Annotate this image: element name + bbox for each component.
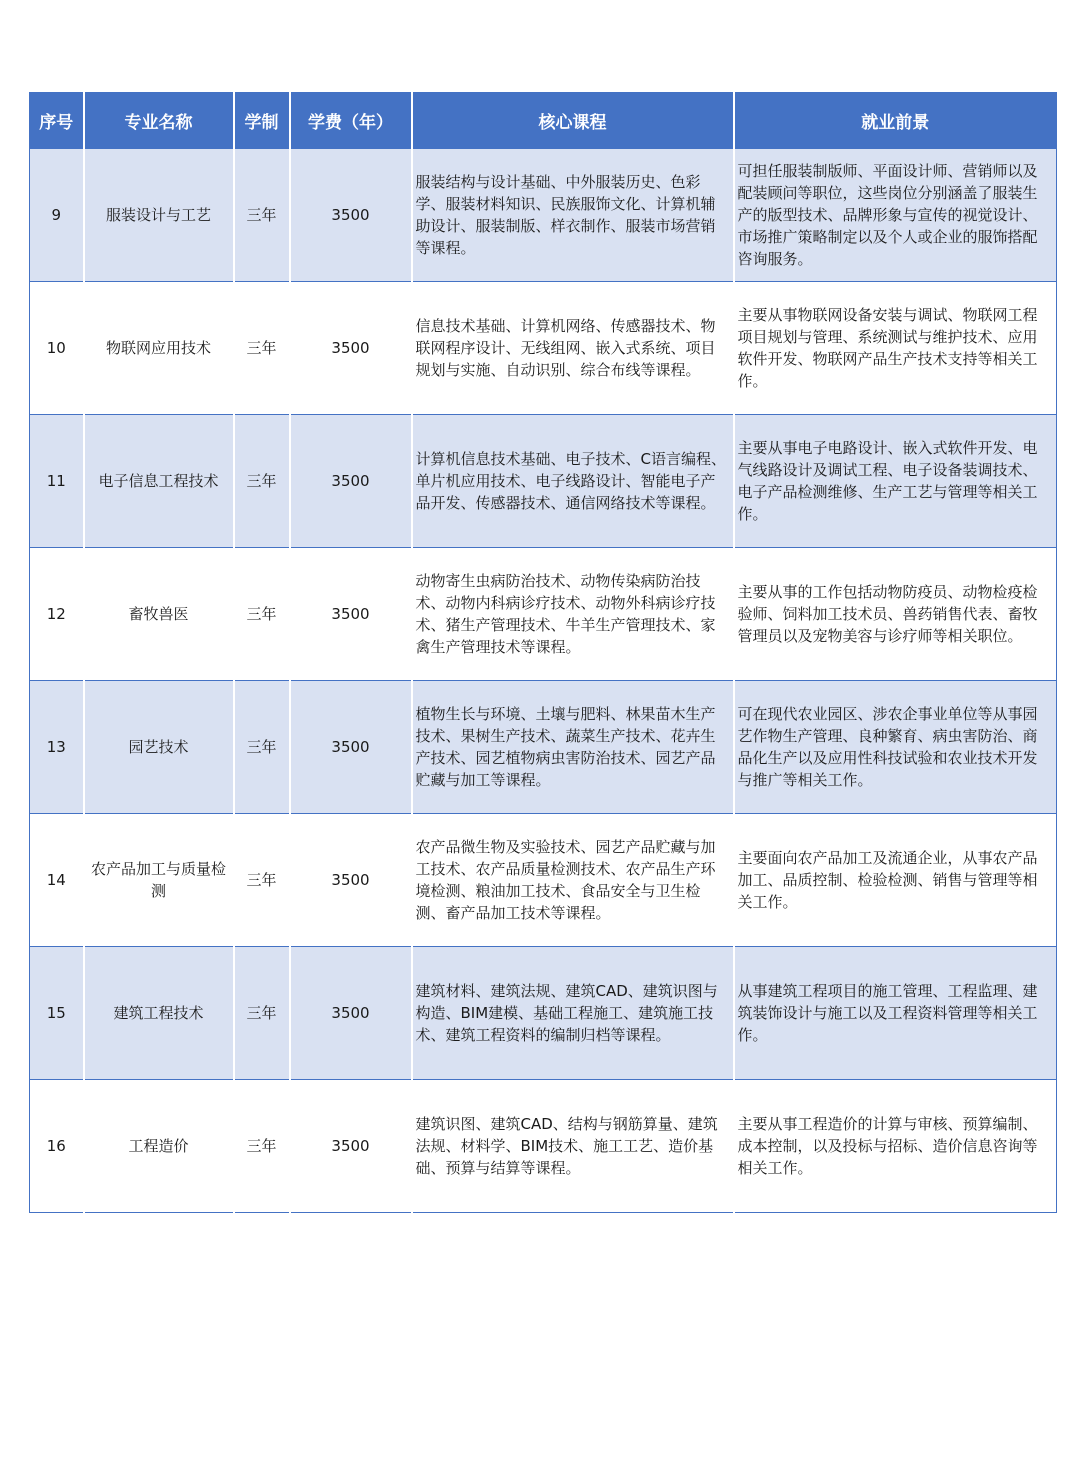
cell-major: 畜牧兽医	[84, 548, 234, 681]
cell-career: 主要从事的工作包括动物防疫员、动物检疫检验师、饲料加工技术员、兽药销售代表、畜牧管理员以及宠物美容与诊疗师等相关职位。	[734, 548, 1057, 681]
cell-fee: 3500	[290, 415, 412, 548]
cell-fee: 3500	[290, 282, 412, 415]
cell-major: 电子信息工程技术	[84, 415, 234, 548]
cell-no: 15	[30, 947, 84, 1080]
cell-major: 工程造价	[84, 1080, 234, 1213]
table-row	[30, 282, 1057, 415]
majors-table	[29, 92, 1057, 1213]
cell-career: 主要面向农产品加工及流通企业，从事农产品加工、品质控制、检验检测、销售与管理等相关工作。	[734, 814, 1057, 947]
header-length: 学制	[234, 93, 290, 149]
cell-no: 14	[30, 814, 84, 947]
cell-courses: 建筑识图、建筑CAD、结构与钢筋算量、建筑法规、材料学、BIM技术、施工工艺、造价基础、预算与结算等课程。	[412, 1080, 734, 1213]
table-header	[30, 93, 1057, 149]
cell-length: 三年	[234, 1080, 290, 1213]
cell-fee: 3500	[290, 814, 412, 947]
table-row	[30, 947, 1057, 1080]
cell-length: 三年	[234, 814, 290, 947]
cell-length: 三年	[234, 282, 290, 415]
table-row	[30, 415, 1057, 548]
cell-career: 主要从事物联网设备安装与调试、物联网工程项目规划与管理、系统测试与维护技术、应用软件开发、物联网产品生产技术支持等相关工作。	[734, 282, 1057, 415]
cell-no: 13	[30, 681, 84, 814]
majors-table-container	[29, 92, 1056, 1213]
cell-courses: 计算机信息技术基础、电子技术、C语言编程、单片机应用技术、电子线路设计、智能电子产品开发、传感器技术、通信网络技术等课程。	[412, 415, 734, 548]
table-row	[30, 681, 1057, 814]
cell-length: 三年	[234, 415, 290, 548]
cell-major: 建筑工程技术	[84, 947, 234, 1080]
cell-no: 16	[30, 1080, 84, 1213]
cell-courses: 服装结构与设计基础、中外服装历史、色彩学、服装材料知识、民族服饰文化、计算机辅助设计、服装制版、样衣制作、服装市场营销等课程。	[412, 149, 734, 282]
cell-major: 园艺技术	[84, 681, 234, 814]
header-major: 专业名称	[84, 93, 234, 149]
table-row	[30, 149, 1057, 282]
cell-career: 可担任服装制版师、平面设计师、营销师以及配装顾问等职位，这些岗位分别涵盖了服装生产的版型技术、品牌形象与宣传的视觉设计、市场推广策略制定以及个人或企业的服饰搭配咨询服务。	[734, 149, 1057, 282]
cell-length: 三年	[234, 947, 290, 1080]
cell-career: 主要从事工程造价的计算与审核、预算编制、成本控制，以及投标与招标、造价信息咨询等相关工作。	[734, 1080, 1057, 1213]
cell-no: 9	[30, 149, 84, 282]
cell-fee: 3500	[290, 149, 412, 282]
cell-career: 主要从事电子电路设计、嵌入式软件开发、电气线路设计及调试工程、电子设备装调技术、电子产品检测维修、生产工艺与管理等相关工作。	[734, 415, 1057, 548]
cell-no: 11	[30, 415, 84, 548]
cell-no: 10	[30, 282, 84, 415]
cell-career: 可在现代农业园区、涉农企事业单位等从事园艺作物生产管理、良种繁育、病虫害防治、商品化生产以及应用性科技试验和农业技术开发与推广等相关工作。	[734, 681, 1057, 814]
cell-courses: 农产品微生物及实验技术、园艺产品贮藏与加工技术、农产品质量检测技术、农产品生产环境检测、粮油加工技术、食品安全与卫生检测、畜产品加工技术等课程。	[412, 814, 734, 947]
header-no: 序号	[30, 93, 84, 149]
cell-courses: 信息技术基础、计算机网络、传感器技术、物联网程序设计、无线组网、嵌入式系统、项目规划与实施、自动识别、综合布线等课程。	[412, 282, 734, 415]
cell-courses: 建筑材料、建筑法规、建筑CAD、建筑识图与构造、BIM建模、基础工程施工、建筑施工技术、建筑工程资料的编制归档等课程。	[412, 947, 734, 1080]
header-career: 就业前景	[734, 93, 1057, 149]
cell-no: 12	[30, 548, 84, 681]
cell-length: 三年	[234, 548, 290, 681]
cell-fee: 3500	[290, 947, 412, 1080]
cell-length: 三年	[234, 149, 290, 282]
cell-courses: 动物寄生虫病防治技术、动物传染病防治技术、动物内科病诊疗技术、动物外科病诊疗技术、猪生产管理技术、牛羊生产管理技术、家禽生产管理技术等课程。	[412, 548, 734, 681]
cell-fee: 3500	[290, 1080, 412, 1213]
cell-length: 三年	[234, 681, 290, 814]
header-fee: 学费（年）	[290, 93, 412, 149]
cell-courses: 植物生长与环境、土壤与肥料、林果苗木生产技术、果树生产技术、蔬菜生产技术、花卉生产技术、园艺植物病虫害防治技术、园艺产品贮藏与加工等课程。	[412, 681, 734, 814]
cell-major: 服装设计与工艺	[84, 149, 234, 282]
table-row	[30, 1080, 1057, 1213]
cell-career: 从事建筑工程项目的施工管理、工程监理、建筑装饰设计与施工以及工程资料管理等相关工作。	[734, 947, 1057, 1080]
cell-fee: 3500	[290, 681, 412, 814]
table-row	[30, 814, 1057, 947]
cell-fee: 3500	[290, 548, 412, 681]
cell-major: 物联网应用技术	[84, 282, 234, 415]
table-row	[30, 548, 1057, 681]
header-courses: 核心课程	[412, 93, 734, 149]
header-row	[30, 93, 1057, 149]
table-body	[30, 149, 1057, 1213]
cell-major: 农产品加工与质量检测	[84, 814, 234, 947]
